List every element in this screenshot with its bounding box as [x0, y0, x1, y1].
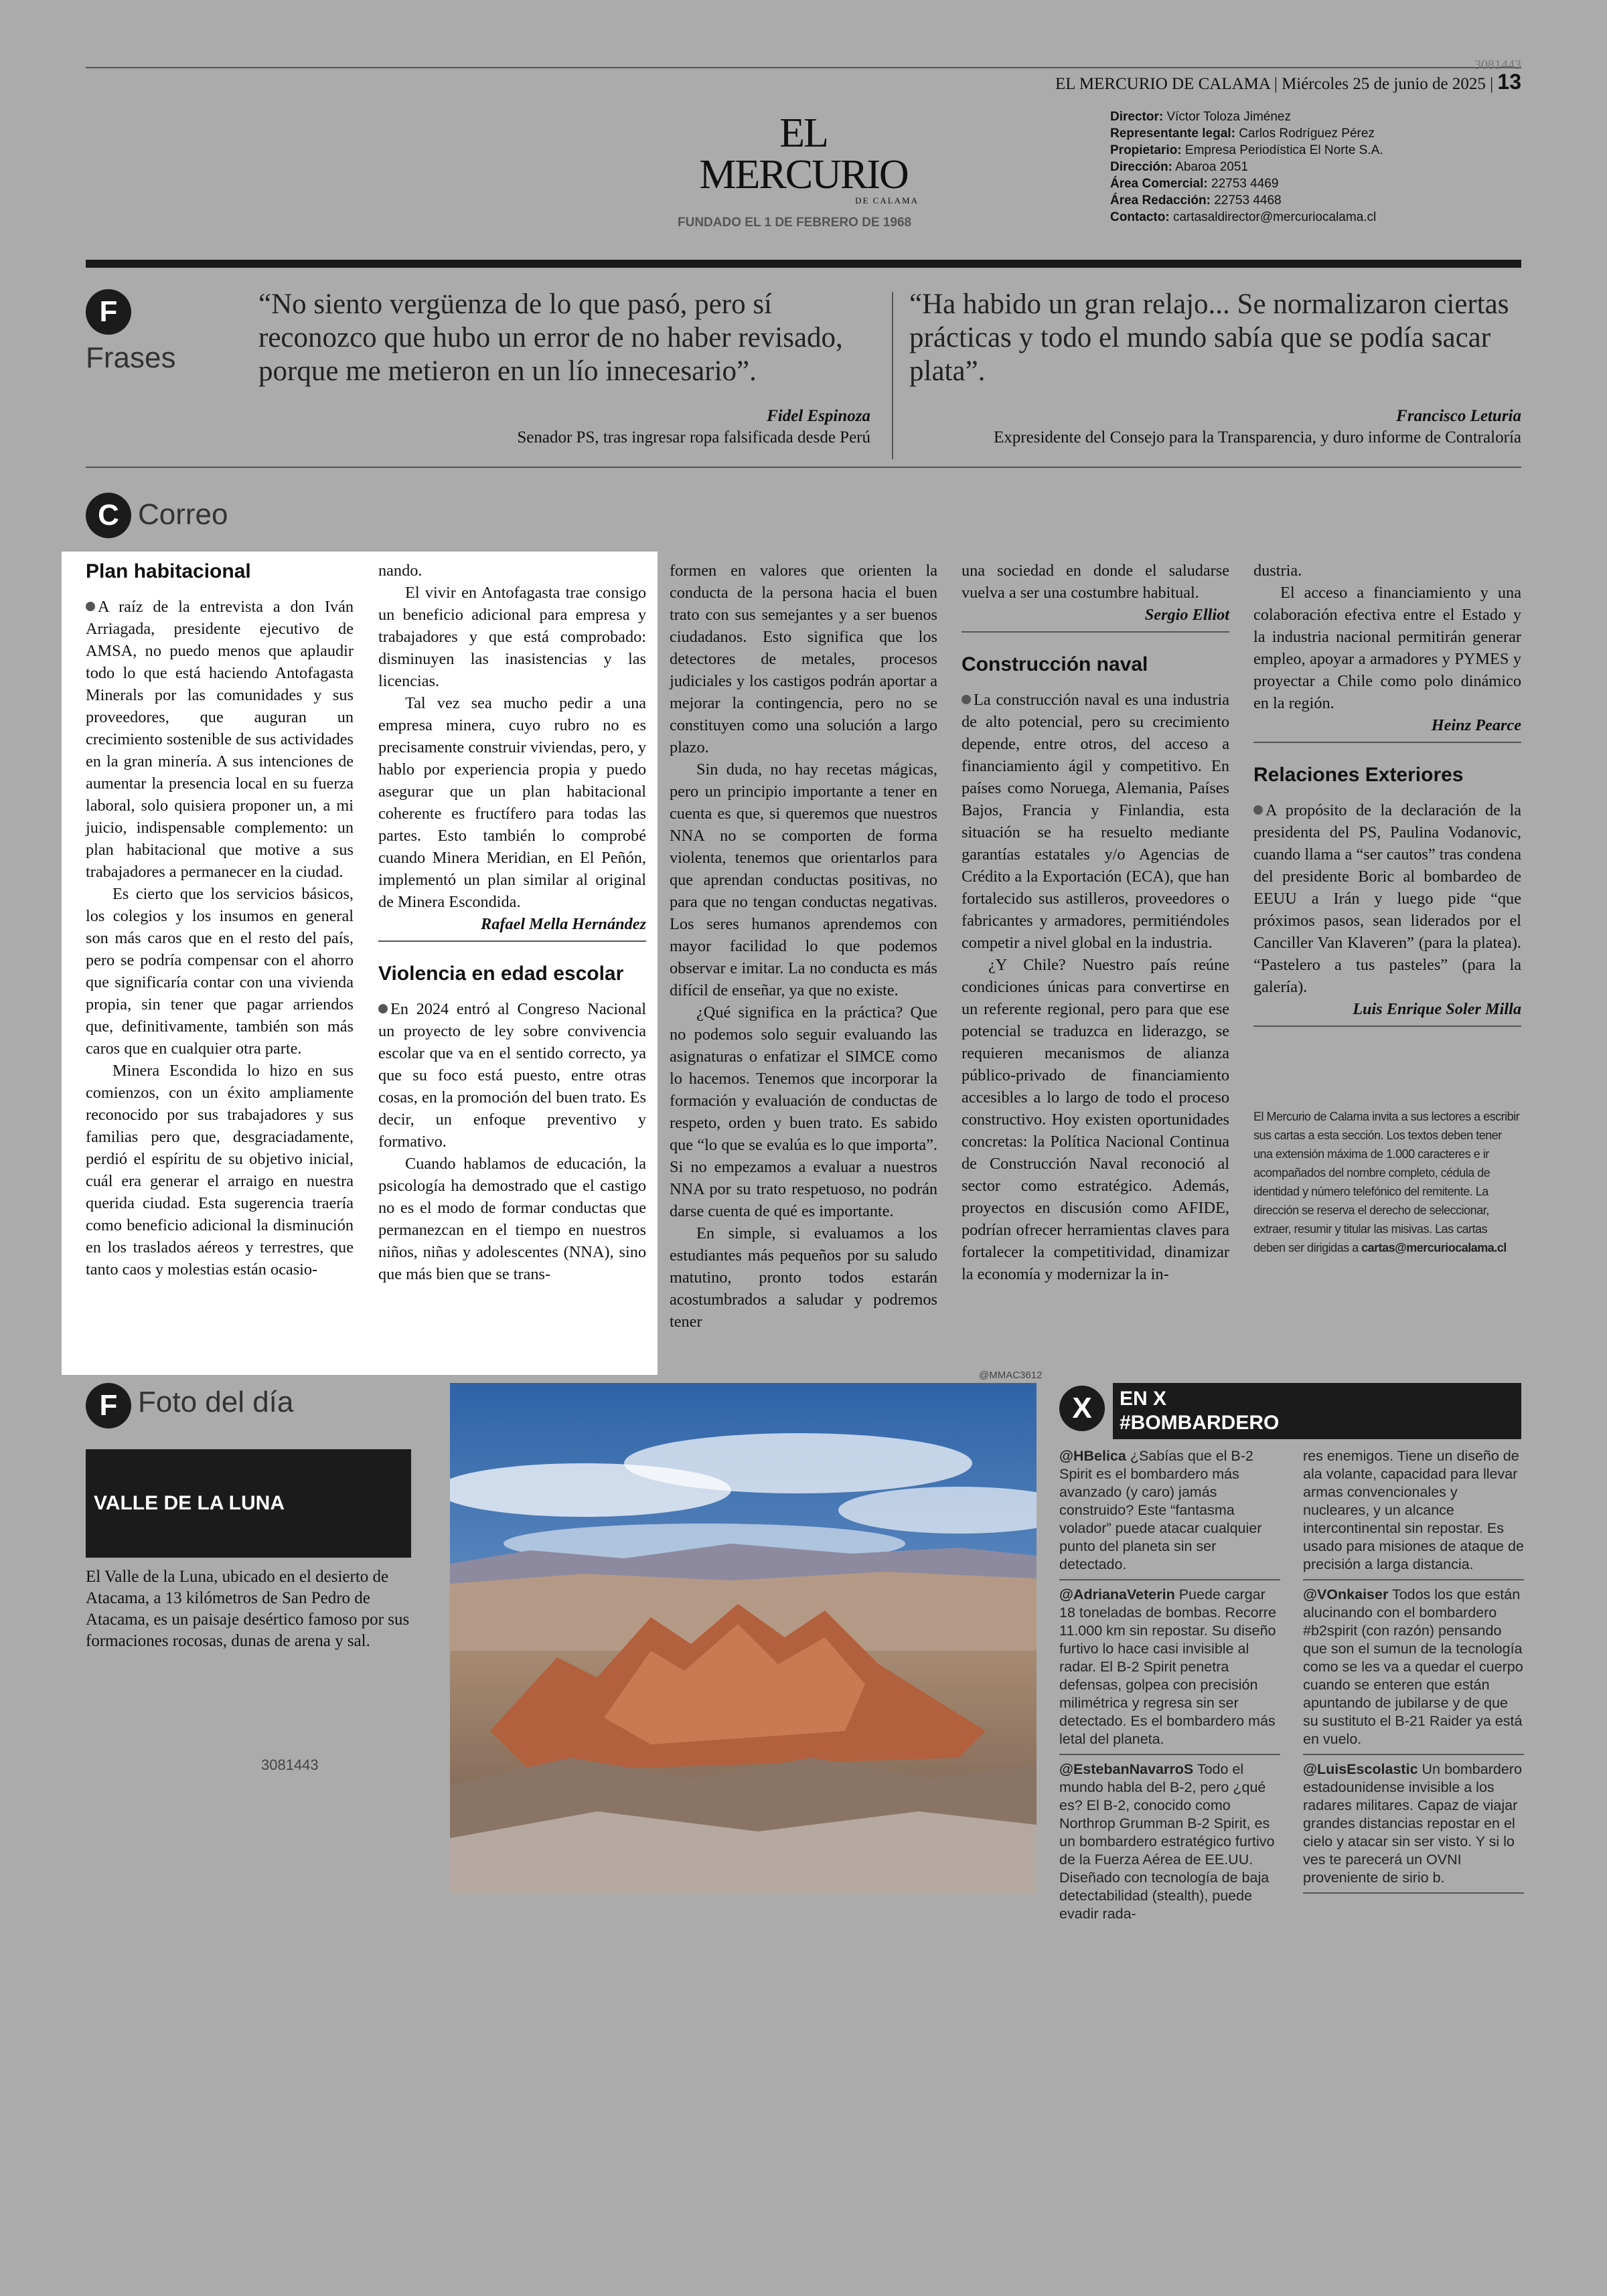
quote-2-attribution	[904, 406, 1521, 448]
x-post: @VOnkaiser Todos los que están alucinando con el bombardero #b2spirit (con razón) pensando que son el sumun de la tecnología como se les va a quedar el cuerpo cuando se enteren que están apuntando de jubilarse y de que su sustituto el B-21 Raider ya está en vuelo.	[1303, 1586, 1524, 1755]
letter-paragraph: nando.	[378, 562, 423, 580]
photo-credit: @MMAC3612	[979, 1370, 1043, 1381]
staff-row: Dirección: Abaroa 2051	[1110, 160, 1248, 174]
staff-row: Contacto: cartasaldirector@mercuriocalama.cl	[1110, 210, 1377, 224]
letter-paragraph: formen en valores que orienten la conducta de la persona hacia el buen trato con sus semejantes y a ser buenos ciudadanos. Esto significa que los detectores de metales, procesos judiciales y los castigos podrán aportar a mejorar la contingencia, pero no se constituyen como una solución a largo plazo.	[670, 562, 937, 756]
frases-title: Frases	[86, 341, 176, 374]
enx-title: EN X	[1120, 1388, 1167, 1410]
letter-signature: Sergio Elliot	[1144, 606, 1229, 624]
letter-paragraph: El acceso a financiamiento y una colaboración efectiva entre el Estado y la industria nacional permitirán generar empleo, apoyar a armadores y PYMES y proyectar a Chile como polo dinámico en la región.	[1253, 584, 1521, 712]
quote-1: “No siento vergüenza de lo que pasó, pero sí reconozco que hubo un error de no haber revisado, porque me metieron en un lío innecesario”.	[258, 289, 843, 387]
x-post: res enemigos. Tiene un diseño de ala volante, capacidad para llevar armas convencionales y nucleares, y un alcance intercontinental sin repostar. Es usado para misiones de ataque de precisión a larga distancia.	[1303, 1447, 1524, 1580]
masthead-name: EL MERCURIO	[699, 110, 908, 197]
quote-2-author: Francisco Leturia	[1396, 407, 1521, 425]
x-username[interactable]: @HBelica	[1059, 1448, 1126, 1464]
bullet-dot	[962, 695, 971, 704]
letter-signature: Luis Enrique Soler Milla	[1353, 1000, 1521, 1018]
x-post: @LuisEscolastic Un bombardero estadounidense invisible a los radares militares. Capaz de viajar grandes distancias repostar en el cielo y atacar sin ser visto. Y si lo ves te parecerá un OVNI proveniente de sirio b.	[1303, 1760, 1524, 1894]
frases-divider	[892, 292, 893, 459]
masthead-sub: DE CALAMA	[855, 195, 919, 206]
letter-paragraph: Tal vez sea mucho pedir a una empresa minera, cuyo rubro no es precisamente construir viviendas, pero, y hablo por experiencia propia y puedo asegurar que un plan habitacional coherente es fructífero para todas las partes. Esto también lo comprobé cuando Minera Meridian, en El Peñón, implementó un plan similar al original de Minera Escondida.	[378, 694, 646, 911]
letter-paragraph: Sin duda, no hay recetas mágicas, pero un principio importante a tener en cuenta es que, si queremos que nuestros NNA no se comporten de forma violenta, tenemos que orientarlos para que aprendan conductas positivas, no para que no tengan conductas negativas. Los seres humanos aprendemos con mayor facilidad lo que podemos observar e imitar. La no conducta es más difícil de enseñar, ya que no existe.	[670, 760, 937, 999]
quote-1-role: Senador PS, tras ingresar ropa falsificada desde Perú	[517, 428, 870, 446]
masthead	[676, 112, 931, 230]
letter-paragraph: una sociedad en donde el saludarse vuelva a ser una costumbre habitual.	[962, 562, 1229, 602]
page-info: 3081443 EL MERCURIO DE CALAMA | Miércoles 25 de junio de 2025 | 13	[1055, 58, 1521, 94]
frases-rule	[86, 467, 1521, 468]
letter-paragraph: El vivir en Antofagasta trae consigo un beneficio adicional para empresa y trabajadores y que está comprobado: disminuyen las inasistencias y las licencias.	[378, 584, 646, 690]
correo-title: Correo	[138, 498, 228, 531]
letter-divider	[378, 940, 646, 942]
x-username[interactable]: @EstebanNavarroS	[1059, 1761, 1194, 1777]
letter-paragraph: A raíz de la entrevista a don Iván Arriagada, presidente ejecutivo de AMSA, no puedo menos que aplaudir todo lo que está haciendo Antofagasta Minerals por las comunidades y sus proveedores, que auguran un crecimiento sostenible de sus actividades en la gran minería. A sus intenciones de aumentar la presencia local en su fuerza laboral, solo quisiera proponer un, a mi juicio, indispensable complemento: un plan habitacional que motive a sus trabajadores a permanecer en la ciudad.	[86, 598, 354, 881]
valle-de-la-luna-photo	[450, 1383, 1037, 1894]
foto-code: 3081443	[261, 1756, 319, 1773]
x-username[interactable]: @AdrianaVeterin	[1059, 1586, 1175, 1603]
letter-divider	[1253, 1026, 1521, 1027]
correo-column-5	[1253, 560, 1521, 1257]
quote-2: “Ha habido un gran relajo... Se normalizaron ciertas prácticas y todo el mundo sabía que se podía sacar plata”.	[909, 289, 1509, 387]
quote-2-role: Expresidente del Consejo para la Transparencia, y duro informe de Contraloría	[994, 428, 1521, 446]
quote-1-author: Fidel Espinoza	[767, 407, 870, 425]
correo-column-3	[670, 560, 937, 1333]
letter-heading: Plan habitacional	[86, 560, 251, 582]
x-post: @AdrianaVeterin Puede cargar 18 toneladas de bombas. Recorre 11.000 km sin repostar. Su diseño furtivo lo hace casi invisible al radar. El B-2 Spirit penetra defensas, golpea con precisión milimétrica y regresa sin ser detectado. Es el bombardero más letal del planeta.	[1059, 1586, 1280, 1755]
correo-badge: C	[86, 493, 131, 538]
letter-divider	[1253, 742, 1521, 743]
x-username[interactable]: @LuisEscolastic	[1303, 1761, 1418, 1777]
foto-title: Foto del día	[138, 1386, 294, 1418]
header-rule	[86, 67, 1521, 68]
letter-paragraph: Cuando hablamos de educación, la psicología ha demostrado que el castigo no es el modo de formar conductas que permanezcan en el tiempo en nuestros niños, niñas y adolescentes (NNA), sino que más bien que se trans-	[378, 1155, 646, 1283]
header-thick-rule	[86, 260, 1521, 268]
contact-email[interactable]: cartasaldirector@mercuriocalama.cl	[1172, 210, 1377, 224]
letter-paragraph: En simple, si evaluamos a los estudiantes más pequeños por su saludo matutino, pronto todos estarán acostumbrados a saludar y podremos tener	[670, 1224, 937, 1331]
letter-heading: Violencia en edad escolar	[378, 963, 624, 985]
x-badge: X	[1059, 1386, 1105, 1431]
enx-hashtag: #BOMBARDERO	[1120, 1412, 1280, 1434]
letter-signature: Rafael Mella Hernández	[480, 915, 646, 933]
enx-column-2	[1303, 1447, 1524, 1899]
x-username[interactable]: @VOnkaiser	[1303, 1586, 1389, 1603]
enx-title-box	[1113, 1383, 1521, 1439]
letter-paragraph: dustria.	[1253, 562, 1302, 580]
bullet-dot	[86, 602, 95, 611]
page-number: 13	[1497, 70, 1521, 94]
letters-email[interactable]: cartas@mercuriocalama.cl	[1361, 1241, 1507, 1254]
letter-heading: Relaciones Exteriores	[1253, 764, 1464, 786]
bullet-dot	[378, 1004, 388, 1013]
staff-row: Área Comercial: 22753 4469	[1110, 177, 1279, 191]
letter-heading: Construcción naval	[962, 653, 1148, 675]
letter-paragraph: ¿Qué significa en la práctica? Que no podemos solo seguir evaluando las asignaturas o enfatizar el SIMCE como lo hacemos. Tenemos que incorporar la formación y evaluación de conductas de respeto, orden y buen trato. Es sabido que “lo que se evalúa es lo que importa”. Si no empezamos a evaluar a nuestros NNA por su trato respetuoso, no podrán darse cuenta de qué es importante.	[670, 1003, 937, 1220]
letter-paragraph: Minera Escondida lo hizo en sus comienzos, con un éxito ampliamente reconocido por sus trabajadores y sus familias pero que, desgraciadamente, perdió el espíritu de su objetivo inicial, cuál era generar el arraigo en nuestra querida ciudad. Esta sugerencia traería como beneficio adicional la disminución en los traslados aéreos y terrestres, que tanto caos y molestias están ocasio-	[86, 1062, 354, 1279]
staff-row: Área Redacción: 22753 4468	[1110, 193, 1282, 208]
bullet-dot	[1253, 805, 1263, 815]
enx-column-1	[1059, 1447, 1280, 1934]
correo-column-2	[378, 560, 646, 1285]
publication-name: EL MERCURIO DE CALAMA	[1055, 75, 1270, 93]
foto-description: El Valle de la Luna, ubicado en el desierto de Atacama, a 13 kilómetros de San Pedro de Atacama, es un paisaje desértico famoso por sus formaciones rocosas, dunas de arena y sal.	[86, 1568, 410, 1650]
letter-paragraph: A propósito de la declaración de la presidenta del PS, Paulina Vodanovic, cuando llama a “ser cautos” tras condena del presidente Boric al bombardeo de EEUU a Irán y luego pide “que próximos pasos, sean liderados por el Canciller Van Klaveren” (para la platea). “Pastelero a tus pasteles” (para la galería).	[1253, 801, 1521, 996]
x-post: @HBelica ¿Sabías que el B-2 Spirit es el bombardero más avanzado (y caro) jamás construido? Este “fantasma volador” puede atacar cualquier punto del planeta sin ser detectado.	[1059, 1447, 1280, 1580]
issue-date: Miércoles 25 de junio de 2025	[1282, 75, 1486, 93]
staff-row: Director: Víctor Toloza Jiménez	[1110, 110, 1291, 124]
letter-paragraph: ¿Y Chile? Nuestro país reúne condiciones únicas para convertirse en un referente regional, pero para que ese potencial se traduzca en liderazgo, se requieren mecanismos de alianza público-privado de financiamiento accesibles a lo largo de todo el proceso constructivo. Hoy existen oportunidades concretas: la Política Nacional Continua de Construcción Naval reconoció al sector como estratégico. Además, proyectos en discusión como AFIDE, podrían ofrecer herramientas claves para fortalecer la competitividad, dinamizar la economía y modernizar la in-	[962, 956, 1229, 1283]
letter-paragraph: En 2024 entró al Congreso Nacional un proyecto de ley sobre convivencia escolar que va en el sentido correcto, ya que su foco está puesto, entre otras cosas, en la promoción del buen trato. Es decir, un enfoque preventivo y formativo.	[378, 1000, 646, 1151]
watermark-code: 3081443	[1474, 58, 1521, 72]
letter-paragraph: Es cierto que los servicios básicos, los colegios y los insumos en general son más caros que en el resto del país, pero se podría compensar con el ahorro que significaría contar con una vivienda propia, sin tener que pagar arriendos que, definitivamente, también son más caros que en cualquier otra parte.	[86, 885, 354, 1058]
submission-notice: El Mercurio de Calama invita a sus lectores a escribir sus cartas a esta sección. Los textos deben tener una extensión máxima de 1.000 caracteres e ir acompañados del nombre completo, cédula de identidad y número telefónico del remitente. La dirección se reserva el derecho de seleccionar, extraer, resumir y titular las misivas. Las cartas deben ser dirigidas a cartas@mercuriocalama.cl	[1253, 1110, 1520, 1254]
quote-1-attribution	[402, 406, 870, 448]
staff-box	[1110, 108, 1383, 226]
founded-line: FUNDADO EL 1 DE FEBRERO DE 1968	[678, 216, 912, 230]
staff-row: Propietario: Empresa Periodística El Norte S.A.	[1110, 143, 1383, 157]
letter-paragraph: La construcción naval es una industria de alto potencial, pero su crecimiento depende, entre otros, del acceso a financiamiento ágil y competitivo. En países como Noruega, Alemania, Países Bajos, Francia y Finlandia, esta situación se ha resuelto mediante garantías estatales y/o Agencias de Crédito a la Exportación (ECA), que han fortalecido sus astilleros, proveedores o fabricantes y armadores, permitiéndoles competir a nivel global en la industria.	[962, 691, 1229, 952]
foto-box-title: VALLE DE LA LUNA	[86, 1449, 411, 1558]
frases-badge: F	[86, 289, 131, 335]
staff-row: Representante legal: Carlos Rodríguez Pérez	[1110, 127, 1375, 141]
letter-signature: Heinz Pearce	[1431, 716, 1521, 734]
letter-divider	[962, 631, 1229, 633]
foto-badge: F	[86, 1383, 131, 1428]
x-post: @EstebanNavarroS Todo el mundo habla del B-2, pero ¿qué es? El B-2, conocido como Northrop Grumman B-2 Spirit, es un bombardero estratégico furtivo de la Fuerza Aérea de EE.UU. Diseñado con tecnología de baja detectabilidad (stealth), puede evadir rada-	[1059, 1761, 1275, 1922]
correo-column-1	[86, 560, 354, 1281]
correo-column-4	[962, 560, 1229, 1285]
